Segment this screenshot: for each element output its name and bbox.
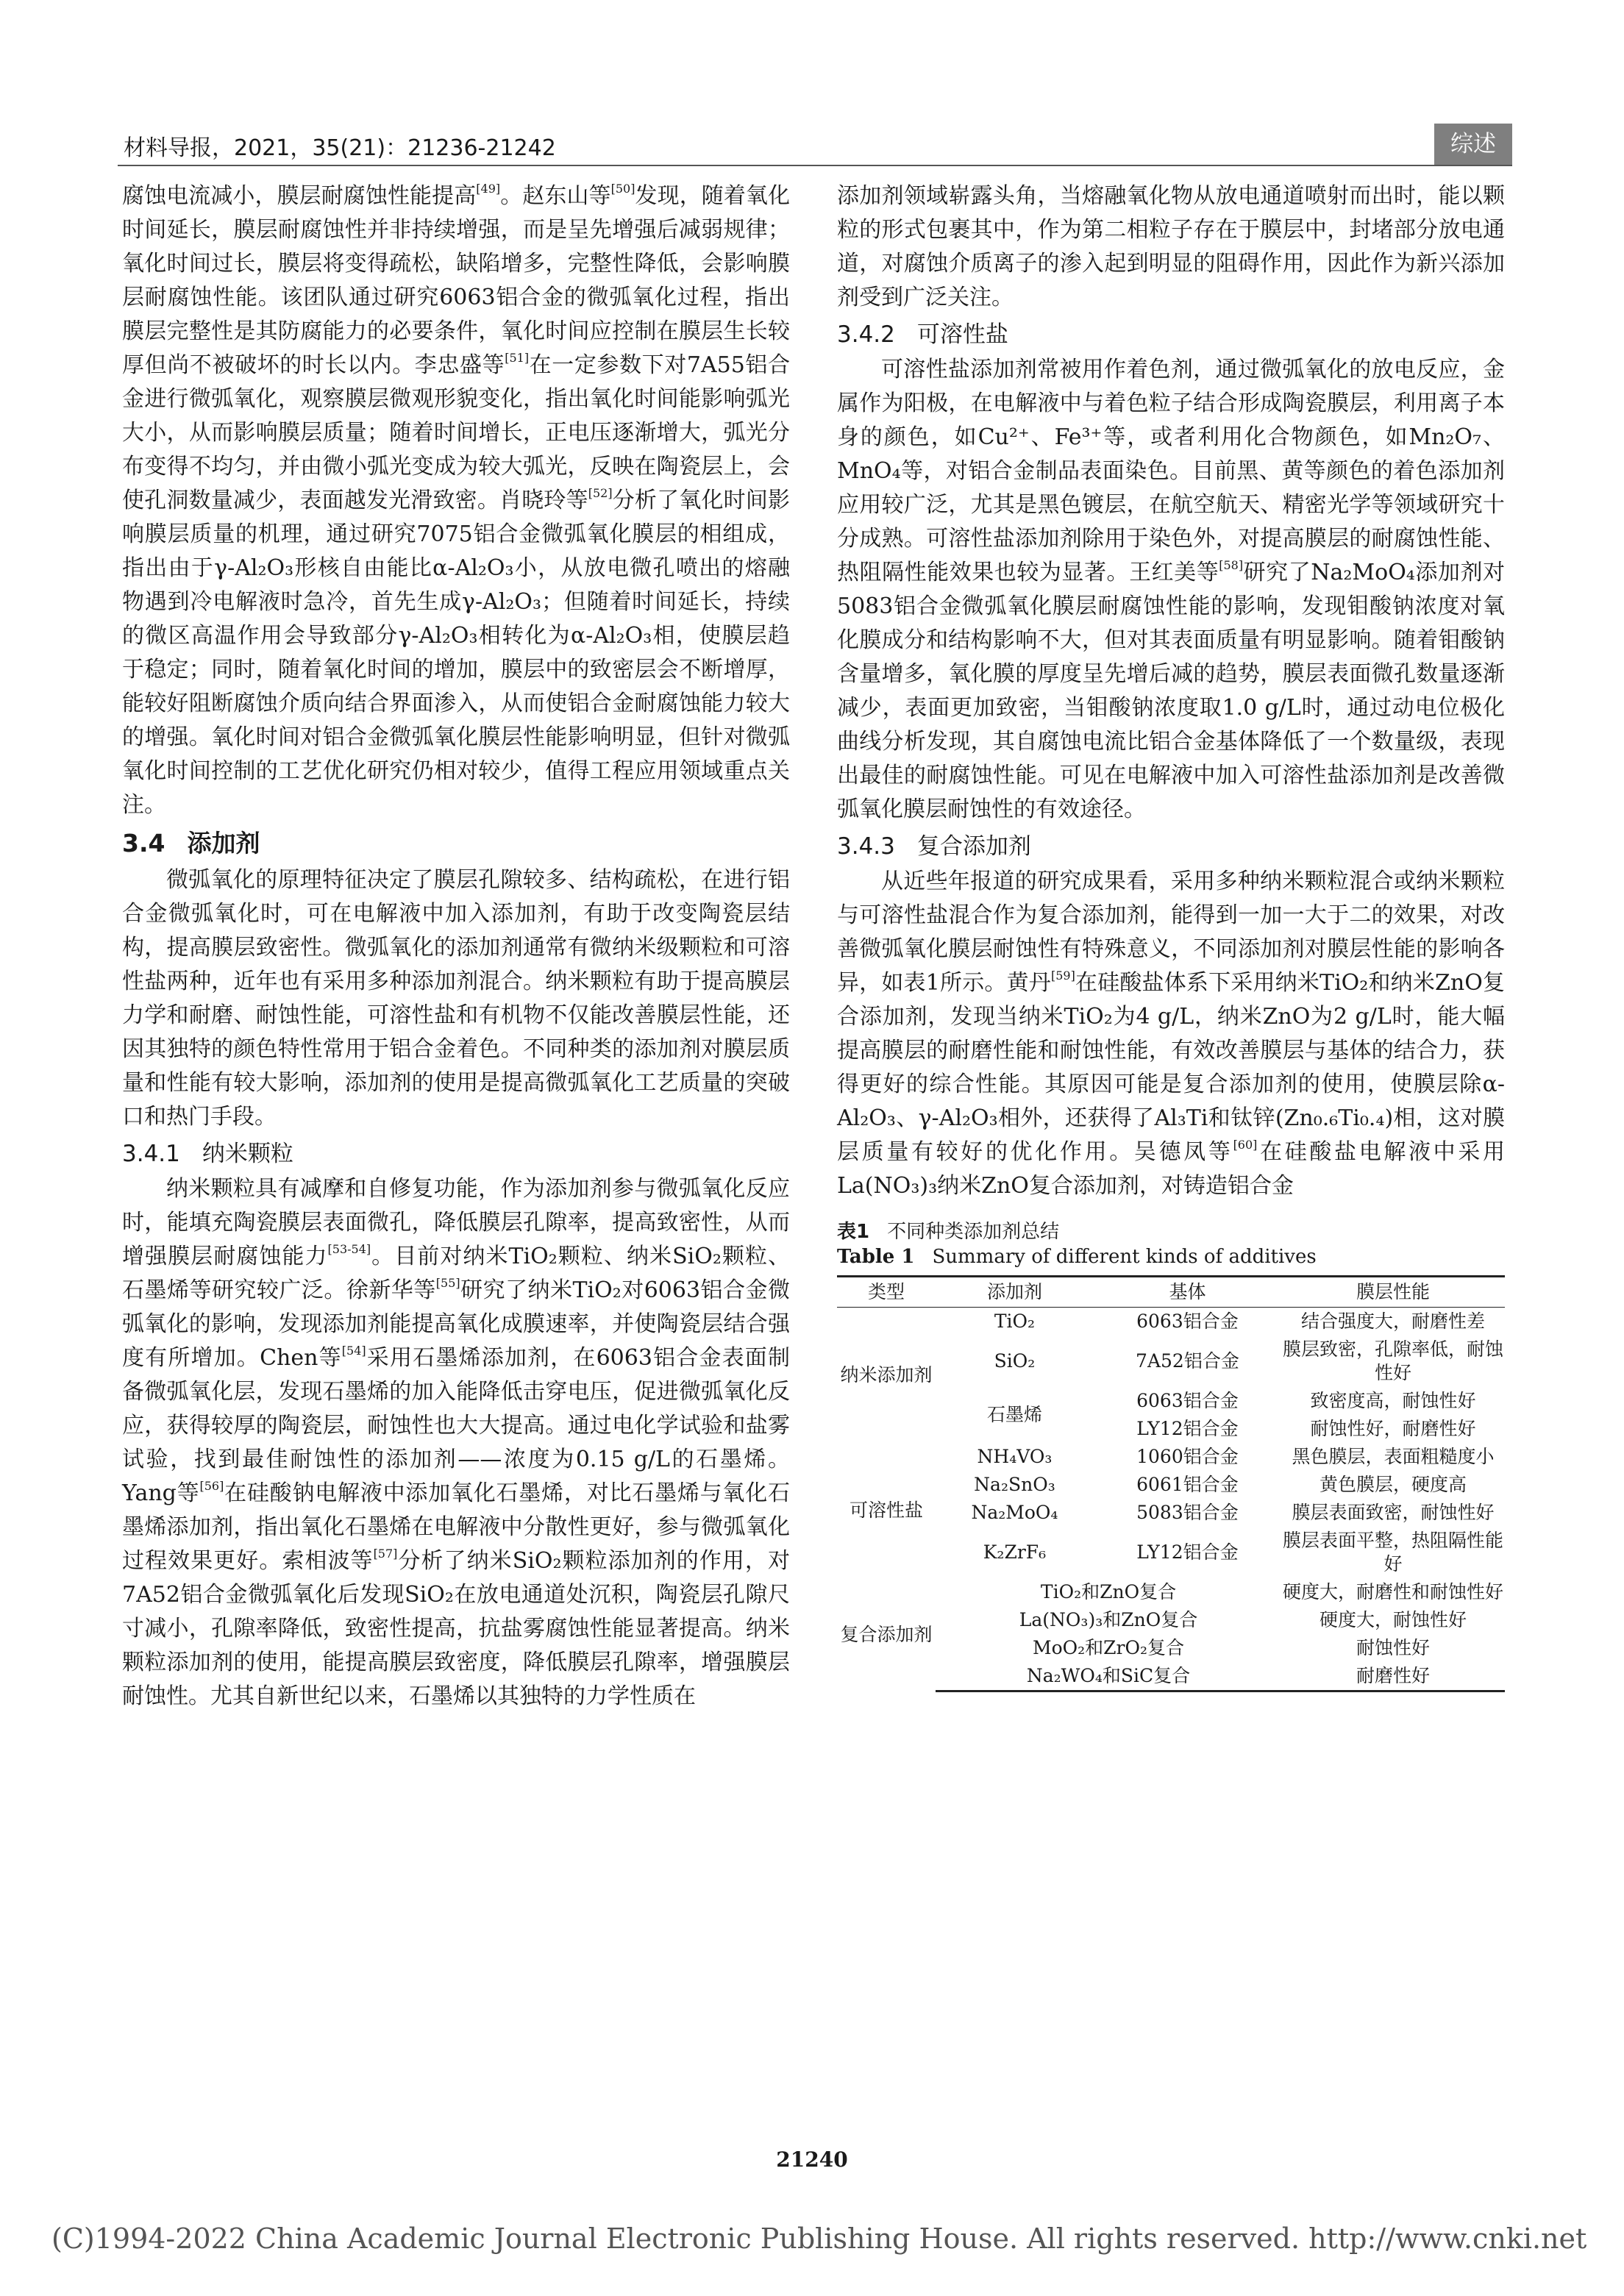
table-header-row (837, 1277, 1505, 1308)
citation[interactable]: [55] (435, 1276, 460, 1290)
additive-cell: K₂ZrF₆ (983, 1541, 1047, 1563)
heading-3-4-2: 3.4.2 可溶性盐 (837, 321, 1008, 348)
citation[interactable]: [49] (476, 182, 501, 196)
citation[interactable]: [57] (373, 1547, 398, 1561)
heading-3-4: 3.4 添加剂 (122, 829, 260, 858)
citation[interactable]: [58] (1219, 558, 1244, 572)
additive-cell: SiO₂ (994, 1350, 1036, 1372)
table-row (837, 1527, 1505, 1578)
substrate-cell: 6063铝合金 (1136, 1311, 1239, 1332)
table-row (837, 1336, 1505, 1387)
citation[interactable]: [60] (1233, 1138, 1258, 1152)
citation[interactable]: [50] (610, 182, 635, 196)
property-cell: 耐磨性好 (1281, 1662, 1505, 1691)
header-rule (118, 165, 1512, 166)
additive-cell: Na₂SnO₃ (974, 1474, 1055, 1495)
table-row (837, 1308, 1505, 1336)
paragraph-composite-additives: 从近些年报道的研究成果看，采用多种纳米颗粒混合或纳米颗粒与可溶性盐混合作为复合添加剂，能得到一加一大于二的效果，对改善微弧氧化膜层耐蚀性有特殊意义，不同添加剂对膜层性能的影响各异，如表1所示。黄丹[59]在硅酸盐体系下采用纳米TiO₂和纳米ZnO复合添加剂，发现当纳米TiO₂为4 g/L，纳米ZnO为2 g/L时，能大幅提高膜层的耐磨性能和耐蚀性能，有效改善膜层与基体的结合力，获得更好的综合性能。其原因可能是复合添加剂的使用，使膜层除α-Al₂O₃、γ-Al₂O₃相外，还获得了Al₃Ti和钛锌(Zn₀.₆Ti₀.₄)相，这对膜层质量有较好的优化作用。吴德凤等[60]在硅酸盐电解液中采用La(NO₃)₃纳米ZnO复合添加剂，对铸造铝合金 (837, 869, 1506, 1199)
additive-cell: TiO₂ (994, 1311, 1036, 1332)
heading-3-4-3: 3.4.3 复合添加剂 (837, 833, 1031, 860)
paragraph-nanoparticles: 纳米颗粒具有减摩和自修复功能，作为添加剂参与微弧氧化反应时，能填充陶瓷膜层表面微孔，降低膜层孔隙率，提高致密性，从而增强膜层耐腐蚀能力[53-54]。目前对纳米TiO₂颗粒、纳米SiO₂颗粒、石墨烯等研究较广泛。徐新华等[55]研究了纳米TiO₂对6063铝合金微弧氧化的影响，发现添加剂能提高氧化成膜速率，并使陶瓷层结合强度有所增加。Chen等[54]采用石墨烯添加剂，在6063铝合金表面制备微弧氧化层，发现石墨烯的加入能降低击穿电压，促进微弧氧化反应，获得较厚的陶瓷层，耐蚀性也大大提高。通过电化学试验和盐雾试验，找到最佳耐蚀性的添加剂——浓度为0.15 g/L的石墨烯。Yang等[56]在硅酸钠电解液中添加氧化石墨烯，对比石墨烯与氧化石墨烯添加剂，指出氧化石墨烯在电解液中分散性更好，参与微弧氧化过程效果更好。索相波等[57]分析了纳米SiO₂颗粒添加剂的作用，对7A52铝合金微弧氧化后发现SiO₂在放电通道处沉积，陶瓷层孔隙尺寸减小，孔隙率降低，致密性提高，抗盐雾腐蚀性能显著提高。纳米颗粒添加剂的使用，能提高膜层致密度，降低膜层孔隙率，增强膜层耐蚀性。尤其自新世纪以来，石墨烯以其独特的力学性质在 (122, 1176, 791, 1709)
citation[interactable]: [51] (505, 351, 530, 365)
running-header (118, 124, 1512, 166)
paragraph-graphene-cont: 添加剂领域崭露头角，当熔融氧化物从放电通道喷射而出时，能以颗粒的形式包裹其中，作为第二相粒子存在于膜层中，封堵部分放电通道，对腐蚀介质离子的渗入起到明显的阻碍作用，因此作为新兴添加剂受到广泛关注。 (837, 183, 1505, 310)
table-caption: 表1 不同种类添加剂总结 Table 1 Summary of different kinds of additives (837, 1221, 1317, 1268)
type-cell: 纳米添加剂 (840, 1364, 933, 1386)
substrate-cell: LY12铝合金 (1136, 1541, 1239, 1563)
citation[interactable]: [52] (588, 486, 613, 500)
property-cell: 耐蚀性好，耐磨性好 (1310, 1418, 1476, 1439)
property-cell: 膜层致密，孔隙率低，耐蚀性好 (1283, 1338, 1504, 1383)
paragraph-additives: 微弧氧化的原理特征决定了膜层孔隙较多、结构疏松，在进行铝合金微弧氧化时，可在电解液中加入添加剂，有助于改变陶瓷层结构，提高膜层致密性。微弧氧化的添加剂通常有微纳米级颗粒和可溶性盐两种，近年也有采用多种添加剂混合。纳米颗粒有助于提高膜层力学和耐磨、耐蚀性能，可溶性盐和有机物不仅能改善膜层性能，还因其独特的颜色特性常用于铝合金着色。不同种类的添加剂对膜层质量和性能有较大影响，添加剂的使用是提高微弧氧化工艺质量的突破口和热门手段。 (122, 867, 790, 1130)
section-label: 综述 (1434, 124, 1512, 165)
property-cell: 致密度高，耐蚀性好 (1310, 1390, 1476, 1411)
table-row (837, 1606, 1505, 1634)
substrate-cell: 6061铝合金 (1136, 1474, 1239, 1495)
additive-cell: NH₄VO₃ (977, 1446, 1053, 1467)
header-property: 膜层性能 (1281, 1277, 1505, 1308)
citation[interactable]: [59] (1050, 969, 1075, 983)
additive-cell: TiO₂和ZnO复合 (1040, 1581, 1177, 1602)
paragraph-oxidation-time: 腐蚀电流减小，膜层耐腐蚀性能提高[49]。赵东山等[50]发现，随着氧化时间延长，膜层耐腐蚀性并非持续增强，而是呈先增强后减弱规律；氧化时间过长，膜层将变得疏松，缺陷增多，完整性降低，会影响膜层耐腐蚀性能。该团队通过研究6063铝合金的微弧氧化过程，指出膜层完整性是其防腐能力的必要条件，氧化时间应控制在膜层生长较厚但尚不被破坏的时长以内。李忠盛等[51]在一定参数下对7A55铝合金进行微弧氧化，观察膜层微观形貌变化，指出氧化时间能影响弧光大小，从而影响膜层质量；随着时间增长，正电压逐渐增大，弧光分布变得不均匀，并由微小弧光变成为较大弧光，反映在陶瓷层上，会使孔洞数量减少，表面越发光滑致密。肖晓玲等[52]分析了氧化时间影响膜层质量的机理，通过研究7075铝合金微弧氧化膜层的相组成，指出由于γ-Al₂O₃形核自由能比α-Al₂O₃小，从放电微孔喷出的熔融物遇到冷电解液时急冷，首先生成γ-Al₂O₃；但随着时间延长，持续的微区高温作用会导致部分γ-Al₂O₃相转化为α-Al₂O₃相，使膜层趋于稳定；同时，随着氧化时间的增加，膜层中的致密层会不断增厚，能较好阻断腐蚀介质向结合界面渗入，从而使铝合金耐腐蚀能力较大的增强。氧化时间对铝合金微弧氧化膜层性能影响明显，但针对微弧氧化时间控制的工艺优化研究仍相对较少，值得工程应用领域重点关注。 (122, 182, 791, 818)
paragraph-soluble-salts: 可溶性盐添加剂常被用作着色剂，通过微弧氧化的放电反应，金属作为阳极，在电解液中与着色粒子结合形成陶瓷膜层，利用离子本身的颜色，如Cu²⁺、Fe³⁺等，或者利用化合物颜色，如Mn₂O₇、MnO₄等，对铝合金制品表面染色。目前黑、黄等颜色的着色添加剂应用较广泛，尤其是黑色镀层，在航空航天、精密光学等领域研究十分成熟。可溶性盐添加剂除用于染色外，对提高膜层的耐腐蚀性能、热阻隔性能效果也较为显著。王红美等[58]研究了Na₂MoO₄添加剂对5083铝合金微弧氧化膜层耐腐蚀性能的影响，发现钼酸钠浓度对氧化膜成分和结构影响不大，但对其表面质量有明显影响。随着钼酸钠含量增多，氧化膜的厚度呈先增后减的趋势，膜层表面微孔数量逐渐减少，表面更加致密，当钼酸钠浓度取1.0 g/L时，通过动电位极化曲线分析发现，其自腐蚀电流比铝合金基体降低了一个数量级，表现出最佳的耐腐蚀性能。可见在电解液中加入可溶性盐添加剂是改善微弧氧化膜层耐蚀性的有效途径。 (837, 357, 1506, 822)
property-cell: 黑色膜层，表面粗糙度小 (1292, 1446, 1495, 1467)
table-row (837, 1443, 1505, 1471)
additive-cell: 石墨烯 (986, 1404, 1042, 1425)
property-cell: 硬度大，耐磨性和耐蚀性好 (1283, 1581, 1504, 1602)
table-row (837, 1578, 1505, 1606)
citation[interactable]: [56] (199, 1479, 224, 1493)
table-row (837, 1499, 1505, 1527)
page-number: 21240 (776, 2147, 848, 2172)
header-substrate: 基体 (1094, 1277, 1281, 1308)
table-row (837, 1634, 1505, 1662)
journal-citation: 材料导报，2021，35(21)：21236-21242 (124, 135, 556, 161)
heading-3-4-1: 3.4.1 纳米颗粒 (122, 1141, 293, 1167)
additive-cell: Na₂WO₄和SiC复合 (936, 1662, 1281, 1691)
header-type: 类型 (837, 1277, 936, 1308)
right-column (837, 179, 1505, 1692)
property-cell: 膜层表面致密，耐蚀性好 (1292, 1502, 1495, 1523)
table-row (837, 1387, 1505, 1415)
left-column (122, 179, 790, 1714)
type-cell: 可溶性盐 (849, 1500, 923, 1521)
substrate-cell: 7A52铝合金 (1136, 1350, 1239, 1372)
copyright-notice: (C)1994-2022 China Academic Journal Electronic Publishing House. All rights reserved. http://www.cnki.net (51, 2222, 1587, 2255)
table-row (837, 1471, 1505, 1499)
substrate-cell: 6063铝合金 (1136, 1390, 1239, 1411)
substrate-cell: 5083铝合金 (1136, 1502, 1239, 1523)
property-cell: 膜层表面平整，热阻隔性能好 (1283, 1530, 1504, 1575)
property-cell: 耐蚀性好 (1356, 1637, 1430, 1658)
property-cell: 结合强度大，耐磨性差 (1300, 1311, 1485, 1332)
header-additive: 添加剂 (936, 1277, 1094, 1308)
citation[interactable]: [53-54] (327, 1242, 371, 1256)
additive-cell: MoO₂和ZrO₂复合 (1032, 1637, 1184, 1658)
type-cell: 复合添加剂 (840, 1623, 933, 1645)
property-cell: 硬度大，耐蚀性好 (1319, 1609, 1467, 1630)
additive-cell: Na₂MoO₄ (971, 1502, 1058, 1523)
additive-cell: La(NO₃)₃和ZnO复合 (1019, 1609, 1198, 1630)
property-cell: 黄色膜层，硬度高 (1319, 1474, 1467, 1495)
substrate-cell: 1060铝合金 (1136, 1446, 1239, 1467)
table-row (837, 1662, 1505, 1691)
additives-table (837, 1275, 1505, 1692)
citation[interactable]: [54] (341, 1344, 366, 1358)
substrate-cell: LY12铝合金 (1136, 1418, 1239, 1439)
